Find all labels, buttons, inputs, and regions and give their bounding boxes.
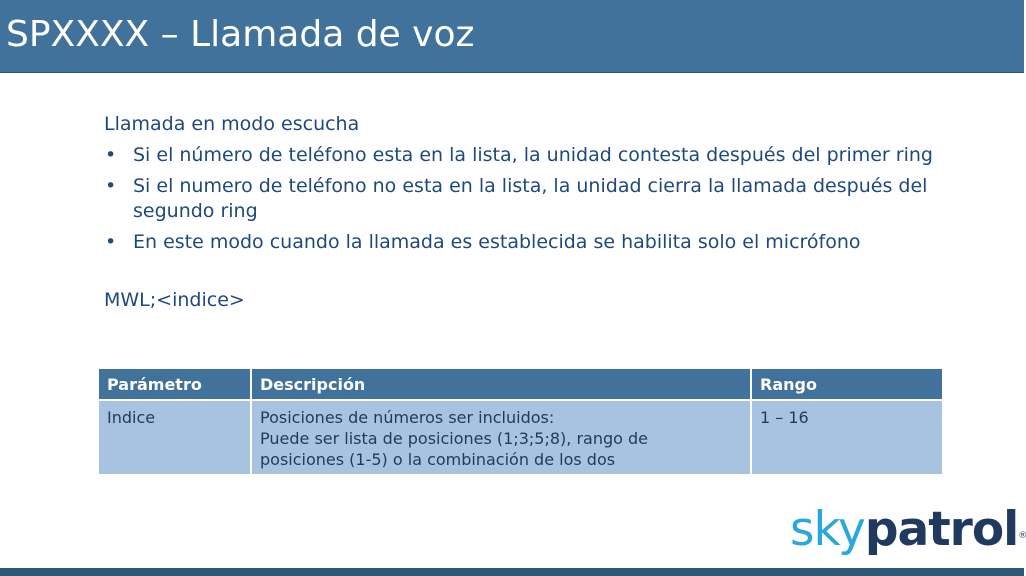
bullet-item — [104, 174, 954, 224]
description-line: Posiciones de números ser incluidos: — [260, 408, 555, 427]
slide-content — [104, 112, 954, 313]
header-rango: Rango — [751, 368, 943, 400]
logo-patrol-text: patrol — [864, 502, 1019, 557]
header-descripcion: Descripción — [251, 368, 751, 400]
skypatrol-logo — [790, 502, 1026, 558]
bullet-text: Si el número de teléfono esta en la lista, la unidad contesta después del primer ring — [133, 144, 933, 166]
title-bar — [0, 0, 1024, 73]
cell-param: Indice — [98, 400, 251, 475]
parameter-table — [97, 367, 944, 476]
bullet-icon: • — [105, 144, 117, 166]
bullet-list — [104, 143, 954, 255]
registered-mark: ® — [1018, 531, 1026, 541]
slide-title: SPXXXX – Llamada de voz — [6, 14, 475, 55]
table-row — [98, 400, 943, 475]
command-syntax: MWL;<indice> — [104, 289, 245, 311]
bullet-icon: • — [105, 231, 117, 253]
header-parametro: Parámetro — [98, 368, 251, 400]
bullet-item — [104, 143, 954, 168]
description-line: Puede ser lista de posiciones (1;3;5;8), rango de — [260, 429, 649, 448]
logo-sky-text: sky — [790, 502, 865, 557]
bullet-icon: • — [105, 175, 117, 197]
bullet-text: Si el numero de teléfono no esta en la lista, la unidad cierra la llamada después del segundo ring — [133, 175, 928, 222]
description-line: posiciones (1-5) o la combinación de los dos — [260, 450, 616, 469]
cell-range: 1 – 16 — [751, 400, 943, 475]
table-header-row — [98, 368, 943, 400]
bullet-text: En este modo cuando la llamada es establecida se habilita solo el micrófono — [133, 231, 861, 253]
slide-subtitle: Llamada en modo escucha — [104, 113, 360, 135]
bullet-item — [104, 230, 954, 255]
bottom-bar — [0, 568, 1024, 576]
cell-description — [251, 400, 751, 475]
